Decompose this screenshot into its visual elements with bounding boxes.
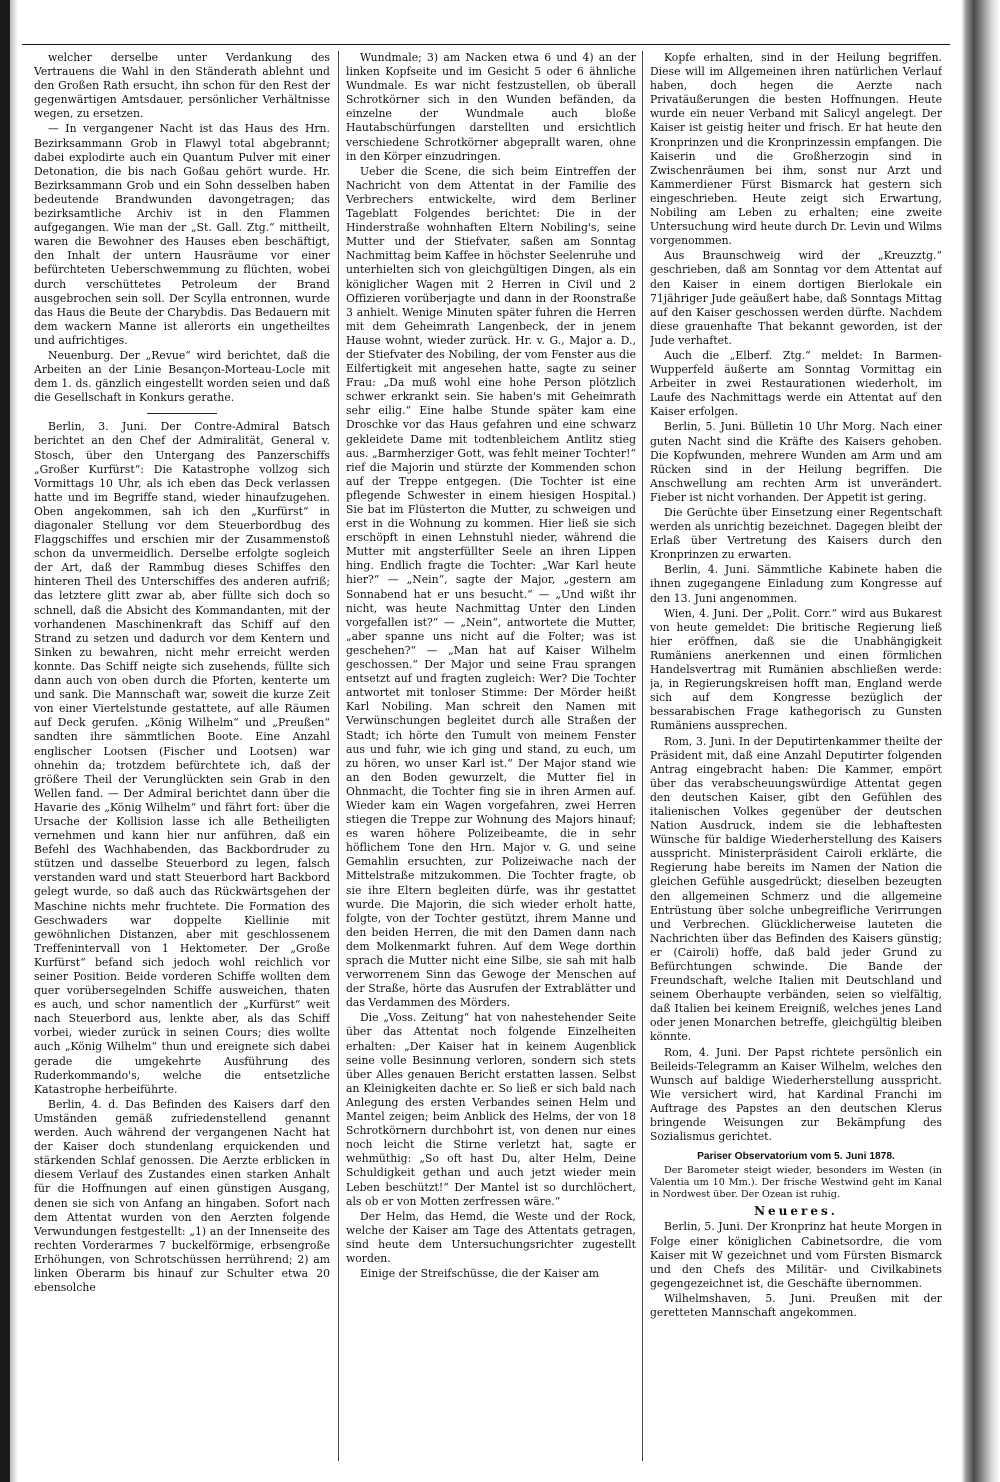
paragraph: Berlin, 5. Juni. Der Kronprinz hat heute Morgen in Folge einer königlichen Cabinetsordre, die vom Kaiser mit W gezeichnet und vom Fürsten Bismarck und den Chefs des Militär- und Civilkabinets gegengezeichnet ist, die Geschäfte übernommen. <box>650 1220 942 1290</box>
column-3 <box>650 51 942 1461</box>
paragraph: Wien, 4. Juni. Der „Polit. Corr.“ wird aus Bukarest von heute gemeldet: Die britische Regierung ließ hier eröffnen, daß sie die Unabhängigkeit Rumäniens anerkennen und einen förmlichen Handelsvertrag mit Rumänien abschließen werde: ja, in Regierungskreisen hofft man, England werde sich auf dem Kongresse bezüglich der bessarabischen Frage kathegorisch zu Gunsten Rumäniens aussprechen. <box>650 606 942 733</box>
section-separator <box>147 413 217 414</box>
paragraph: Auch die „Elberf. Ztg.“ meldet: In Barmen-Wupperfeld äußerte am Sonntag Vormittag ein Arbeiter in zwei Restaurationen wiederholt, im Laufe des Nachmittags werde ein Attentat auf den Kaiser erfolgen. <box>650 348 942 419</box>
paragraph: Ueber die Scene, die sich beim Eintreffen der Nachricht von dem Attentat in der Familie des Verbrechers entwickelte, wird dem Berliner Tageblatt Folgendes berichtet: Die in der Hinderstraße wohnhaften Eltern Nobiling's, seine Mutter und der Stiefvater, saßen am Sonntag Nachmittag beim Kaffee in höchster Seelenruhe und unterhielten sich von gleichgültigen Dingen, als ein königlicher Wagen mit 2 Herren in Civil und 2 Offizieren vorüberjagte und dann in der Roonstraße 3 anhielt. Wenige Minuten später fuhren die Herren mit dem Geheimrath Langenbeck, der in jenem Hause wohnt, wieder zurück. Hr. v. G., Major a. D., der Stiefvater des Nobiling, der vom Fenster aus die Eilfertigkeit mit angesehen hatte, sagte zu seiner Frau: „Da muß wohl eine hohe Person plötzlich schwer erkrankt sein. Sie haben's mit Geheimrath sehr eilig.“ Eine halbe Stunde später kam eine Droschke vor das Haus gefahren und eine schwarz gekleidete Dame mit todtenbleichem Antlitz stieg aus. „Barmherziger Gott, was fehlt meiner Tochter!“ rief die Majorin und stürzte der Kommenden schon auf der Treppe entgegen. (Die Tochter ist eine pflegende Schwester in einem hiesigen Hospital.) Sie bat im Flüsterton die Mutter, zu schweigen und erst in die Wohnung zu kommen. Hier ließ sie sich erschöpft in einen Lehnstuhl nieder, während die Mutter mit angsterfüllter Seele an ihren Lippen hing. Endlich fragte die Tochter: „War Karl heute hier?“ — „Nein“, sagte der Major, „gestern am Sonnabend hat er uns besucht.“ — „Und wißt ihr nicht, was heute Nachmittag Unter den Linden vorgefallen ist?“ — „Nein“, antwortete die Mutter, „aber spanne uns nicht auf die Folter; was ist geschehen?“ — „Man hat auf Kaiser Wilhelm geschossen.“ Der Major und seine Frau sprangen entsetzt auf und fragten zugleich: Wer? Die Tochter antwortet mit tonloser Stimme: Der Mörder heißt Karl Nobiling. Man schreit den Namen mit Verwünschungen begleitet durch alle Straßen der Stadt; ich hörte den Tumult von meinem Fenster aus und fuhr, wie ich ging und stand, zu euch, um zu hören, wo unser Karl ist.“ Der Major stand wie an den Boden gewurzelt, die Mutter fiel in Ohnmacht, die Tochter fing sie in ihren Armen auf. Wieder kam ein Wagen vorgefahren, zwei Herren stiegen die Treppe zur Wohnung des Majors hinauf; es waren höhere Polizeibeamte, die in sehr höflichem Tone den Hrn. Major v. G. und seine Gemahlin ersuchten, zur Polizeiwache nach der Mittelstraße mitzukommen. Die Tochter fragte, ob sie ihre Eltern begleiten dürfe, was ihr gestattet wurde. Die Majorin, die sich wieder erholt hatte, folgte, von der Tochter gestützt, ihrem Manne und den beiden Herren, die mit den Damen dann nach dem Molkenmarkt fuhren. Auf dem Wege dorthin sprach die Mutter nicht eine Silbe, sie sah mit halb verworrenem Sinn das Gewoge der Menschen auf der Straße, hörte das Ausrufen der Extrablätter und das Verdammen des Mörders. <box>346 164 636 1010</box>
column-rule-1 <box>338 51 339 1461</box>
column-rule-2 <box>642 51 643 1461</box>
paragraph: Rom, 4. Juni. Der Papst richtete persönlich ein Beileids-Telegramm an Kaiser Wilhelm, welches den Wunsch auf baldige Wiederherstellung ausspricht. Wie versichert wird, hat Kardinal Franchi im Auftrage des Papstes an den deutschen Klerus bringende Weisungen zur Bekämpfung des Sozialismus gerichtet. <box>650 1045 942 1144</box>
paragraph: Neuenburg. Der „Revue“ wird berichtet, daß die Arbeiten an der Linie Besançon-Morteau-Locle mit dem 1. ds. gänzlich eingestellt worden seien und daß die Gesellschaft in Konkurs gerathe. <box>34 348 330 405</box>
paragraph: Die Gerüchte über Einsetzung einer Regentschaft werden als unrichtig bezeichnet. Dagegen bleibt der Erlaß über Vertretung des Kaisers durch den Kronprinzen zu erwarten. <box>650 506 942 562</box>
paragraph: Berlin, 4. d. Das Befinden des Kaisers darf den Umständen gemäß zufriedenstellend genannt werden. Auch während der vergangenen Nacht hat der Kaiser doch stundenlang erquickenden und stärkenden Schlaf genossen. Die Aerzte erblicken in diesem Verlauf des Zustandes einen starken Anhalt für die Hoffnungen auf einen günstigen Ausgang, denen sie sich von Anfang an hingaben. Sofort nach dem Attentat wurden von den Aerzten folgende Verwundungen festgestellt: „1) an der Innenseite des rechten Vorderarmes 7 buckelförmige, erbsengroße Erhöhungen, von Schrotschüssen herrührend; 2) am linken Oberarm bis hinauf zur Schulter etwa 20 ebensolche <box>34 1097 330 1295</box>
column-1 <box>34 51 330 1461</box>
paragraph: Berlin, 4. Juni. Sämmtliche Kabinete haben die ihnen zugegangene Einladung zum Kongresse auf den 13. Juni angenommen. <box>650 563 942 605</box>
paragraph: Wundmale; 3) am Nacken etwa 6 und 4) an der linken Kopfseite und im Gesicht 5 oder 6 ähnliche Wundmale. Es war nicht festzustellen, ob überall Schrotkörner sich in den Wunden befänden, da einzelne der Wundmale auch bloße Hautabschürfungen darstellten und ersichtlich verschiedene Schrotkörner abgeprallt waren, ohne in den Körper einzudringen. <box>346 51 636 163</box>
paragraph: Wilhelmshaven, 5. Juni. Preußen mit der geretteten Mannschaft angekommen. <box>650 1291 942 1319</box>
observatory-report: Der Barometer steigt wieder, besonders im Westen (in Valentia um 10 Mm.). Der frische Westwind geht im Kanal in Nordwest über. Der Ozean ist ruhig. <box>650 1165 942 1201</box>
scan-binding-shadow <box>962 0 1000 1482</box>
observatory-heading: Pariser Observatorium vom 5. Juni 1878. <box>697 1151 895 1163</box>
paragraph: Die „Voss. Zeitung“ hat von nahestehender Seite über das Attentat noch folgende Einzelheiten erhalten: „Der Kaiser hat in keinem Augenblick seine volle Besinnung verloren, sondern sich stets über Alles genauen Bericht erstatten lassen. Selbst an Kleinigkeiten dachte er. So ließ er sich bald nach Anlegung des ersten Verbandes seinen Helm und Mantel zeigen; beim Anblick des Helms, der von 18 Schrotkörnern durchbohrt ist, von denen nur eines noch leicht die Stirne verletzt hat, sagte er wehmüthig: „So oft hast Du, alter Helm, Deine Schuldigkeit gethan und auch jetzt wieder mein Leben beschützt!“ Der Mantel ist so durchlöchert, als ob er von Motten zerfressen wäre.“ <box>346 1011 636 1208</box>
paragraph: welcher derselbe unter Verdankung des Vertrauens die Wahl in den Ständerath ablehnt und den Großen Rath ersucht, ihn schon für den Rest der gegenwärtigen Amtsdauer, persönlicher Verhältnisse wegen, zu ersetzen. <box>34 51 330 121</box>
paragraph: Aus Braunschweig wird der „Kreuzztg.“ geschrieben, daß am Sonntag vor dem Attentat auf den Kaiser in einem dortigen Bierlokale ein 71jähriger Jude geäußert habe, daß Sonntags Mittag auf den Kaiser geschossen werden dürfte. Nachdem diese grauenhafte That bekannt geworden, ist der Jude verhaftet. <box>650 249 942 347</box>
section-heading: Neueres. <box>754 1204 838 1219</box>
column-2 <box>346 51 636 1461</box>
paragraph: Berlin, 5. Juni. Bülletin 10 Uhr Morg. Nach einer guten Nacht sind die Kräfte des Kaisers gehoben. Die Kopfwunden, mehrere Wunden am Arm und am Rücken sind in der Heilung begriffen. Die Anschwellung am rechten Arm ist unverändert. Fieber ist nicht vorhanden. Der Appetit ist gering. <box>650 420 942 504</box>
paragraph: — In vergangener Nacht ist das Haus des Hrn. Bezirksammann Grob in Flawyl total abgebrannt; dabei explodirte auch ein Quantum Pulver mit einer Detonation, die bis nach Goßau gehört wurde. Hr. Bezirksammann Grob und ein Sohn desselben haben bedeutende Brandwunden davongetragen; das bezirksamtliche Archiv ist in den Flammen aufgegangen. Wie man der „St. Gall. Ztg.“ mittheilt, waren die Bewohner des Hauses eben beschäftigt, den Inhalt der untern Hausräume vor einer befürchteten Ueberschwemmung zu flüchten, wobei durch verschüttetes Petroleum der Brand ausgebrochen sein soll. Der Scylla entronnen, wurde das Haus die Beute der Charybdis. Das Bedauern mit dem wackern Manne ist allerorts ein ungetheiltes und aufrichtiges. <box>34 122 330 347</box>
paragraph: Einige der Streifschüsse, die der Kaiser am <box>360 1267 600 1281</box>
scan-left-edge <box>0 0 10 1482</box>
paragraph: Berlin, 3. Juni. Der Contre-Admiral Batsch berichtet an den Chef der Admiralität, General v. Stosch, über den Untergang des Panzerschiffs „Großer Kurfürst“: Die Katastrophe vollzog sich Vormittags 10 Uhr, als ich eben das Deck verlassen hatte und im Begriffe stand, wieder hinaufzugehen. Oben angekommen, sah ich den „Kurfürst“ in diagonaler Stellung vor dem Steuerbordbug des Flaggschiffes und erschien mir der Zusammenstoß schon da unvermeidlich. Derselbe erfolgte sogleich der Art, daß der Rammbug dieses Schiffes den hinteren Theil des Unterschiffes des anderen aufriß; das letztere glitt zwar ab, aber füllte sich doch so schnell, daß die Absicht des Kommandanten, mit der vorhandenen Maschinenkraft das Schiff auf den Strand zu setzen und dadurch vor dem Kentern und Sinken zu bewahren, nicht mehr erreicht werden konnte. Das Schiff neigte sich zusehends, füllte sich dann auch von oben durch die Pforten, kenterte um und sank. Die Mannschaft war, soweit die kurze Zeit von einer Viertelstunde gestattete, auf alle Räumen auf Deck gerufen. „König Wilhelm“ und „Preußen“ sandten ihre sämmtlichen Boote. Eine Anzahl englischer Lootsen (Fischer und Lootsen) war ohnehin da; trotzdem befürchtete ich, daß der größere Theil der Verunglückten sein Grab in den Wellen fand. — Der Admiral berichtet dann über die Havarie des „König Wilhelm“ und fährt fort: über die Ursache der Kollision lasse ich alle Betheiligten vernehmen und kann hier nur anführen, daß ein Befehl des Wachhabenden, das Backbordruder zu stützen und dasselbe Steuerbord zu legen, falsch verstanden ward und statt Steuerbord hart Backbord gelegt wurde, so daß auch das Rückwärtsgehen der Maschine nichts mehr fruchtete. Die Formation des Geschwaders war doppelte Kiellinie mit gewöhnlichen Distanzen, aber mit geschlossenem Treffenintervall von 1 Hektometer. Der „Große Kurfürst“ befand sich jedoch wohl reichlich vor seiner Position. Beide vorderen Schiffe wollten dem quer vorübersegelnden Schiffe ausweichen, thaten es auch, und schor namentlich der „Kurfürst“ weit nach Steuerbord aus, lenkte aber, als das Schiff vorbei, wieder zurück in seinen Cours; dies wollte auch „König Wilhelm“ thun und ereignete sich dabei gerade die umgekehrte Ausführung des Ruderkommando's, welche die entsetzliche Katastrophe herbeiführte. <box>34 420 330 1096</box>
paragraph: Der Helm, das Hemd, die Weste und der Rock, welche der Kaiser am Tage des Attentats getragen, sind heute dem Untersuchungsrichter zugestellt worden. <box>346 1209 636 1265</box>
newspaper-page <box>22 44 950 1465</box>
paragraph: Rom, 3. Juni. In der Deputirtenkammer theilte der Präsident mit, daß eine Anzahl Deputirter folgenden Antrag eingebracht haben: Die Kammer, empört über das verabscheuungswürdige Attentat gegen den deutschen Kaiser, gibt den Gefühlen des italienischen Volkes gegenüber der deutschen Nation Ausdruck, indem sie die lebhaftesten Wünsche für baldige Wiederherstellung des Kaisers ausspricht. Ministerpräsident Cairoli erklärte, die Regierung habe bereits im Namen der Nation die gleichen Gefühle ausgedrückt; dieselben bezeugten den allgemeinen Schmerz und die allgemeine Entrüstung über solche unbegreifliche Verirrungen und Verbrechen. Glücklicherweise lauteten die Nachrichten über das Befinden des Kaisers günstig; er (Cairoli) hoffe, daß bald jeder Grund zu Befürchtungen schwinde. Die Bande der Freundschaft, welche Italien mit Deutschland und seinem Oberhaupte verbänden, seien so vielfältig, daß Italien bei keinem Ereigniß, welches jenes Land oder jenen Monarchen betreffe, gleichgültig bleiben könnte. <box>650 734 942 1044</box>
paragraph: Kopfe erhalten, sind in der Heilung begriffen. Diese will im Allgemeinen ihren natürlichen Verlauf haben, doch hegen die Aerzte nach Privatäußerungen die besten Hoffnungen. Heute wurde ein neuer Verband mit Salicyl angelegt. Der Kaiser ist geistig heiter und frisch. Er hat heute den Kronprinzen und die Kronprinzessin empfangen. Die Kaiserin und die Großherzogin sind in Zwischenräumen bei ihm, sonst nur Arzt und Kammerdiener Fürst Bismarck hat gestern sich eingeschrieben. Heute zeigt sich Erwartung, Nobiling am Leben zu erhalten; eine zweite Untersuchung wird heute durch Dr. Levin und Wilms vorgenommen. <box>650 51 942 248</box>
